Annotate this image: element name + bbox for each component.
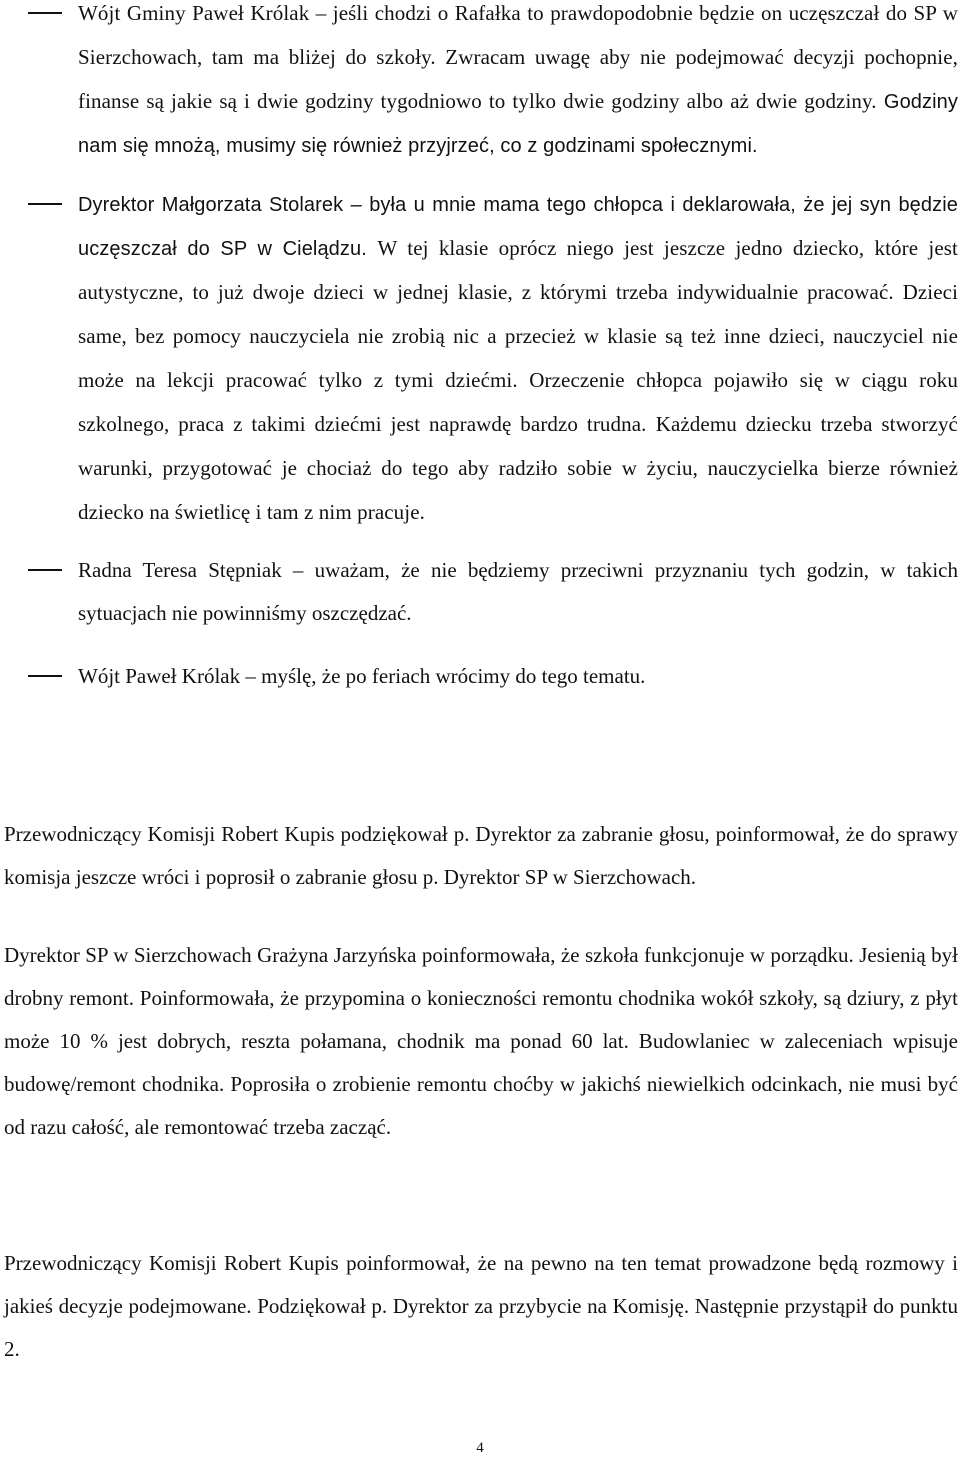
page-number: 4 <box>476 1440 484 1456</box>
bullet-item-radna-stepniak <box>0 549 960 635</box>
bullet-text <box>78 194 958 524</box>
bullet-text-part: Wójt Gminy Paweł Królak – jeśli chodzi o Rafałka to prawdopodobnie będzie on uczęszczał do SP w Sierzchowach, tam ma bliżej do szkoły. Zwracam uwagę aby nie podejmować decyzji pochopnie, finanse są jakie są i dwie godziny tygodniowo to tylko dwie godziny albo aż dwie godziny. <box>78 1 958 113</box>
bullet-text <box>78 3 958 157</box>
bullet-text: Wójt Paweł Królak – myślę, że po feriach wrócimy do tego tematu. <box>78 664 646 688</box>
paragraph-dyrektor-sierzchowy: Dyrektor SP w Sierzchowach Grażyna Jarzyńska poinformowała, że szkoła funkcjonuje w porządku. Jesienią był drobny remont. Poinformowała, że przypomina o konieczności remontu chodnika wokół szkoły, są dziury, z płyt może 10 % jest dobrych, reszta połamana, chodnik ma ponad 60 lat. Budowlaniec w zaleceniach wpisuje budowę/remont chodnika. Poprosiła o zrobienie remontu choćby w jakichś niewielkich odcinkach, nie musi być od razu całość, ale remontować trzeba zacząć. <box>4 943 958 1139</box>
bullet-text-part: Każdemu dziecku trzeba stworzyć warunki, przygotować je chociaż do tego aby radziło sobie w życiu, nauczycielka bierze również dziecko na świetlicę i tam z nim pracuje. <box>78 412 958 524</box>
bullet-item-wojt-gminy <box>0 0 960 168</box>
bullet-item-wojt-krolak <box>0 655 960 698</box>
paragraph-przewodniczacy-podziekowanie: Przewodniczący Komisji Robert Kupis podziękował p. Dyrektor za zabranie głosu, poinformował, że do sprawy komisja jeszcze wróci i poprosił o zabranie głosu p. Dyrektor SP w Sierzchowach. <box>4 822 958 889</box>
bullet-text: Radna Teresa Stępniak – uważam, że nie będziemy przeciwni przyznaniu tych godzin, w takich sytuacjach nie powinniśmy oszczędzać. <box>78 558 958 625</box>
dash-bullet-icon <box>28 203 62 205</box>
bullet-text-part: Dyrektor Małgorzata Stolarek – była u mnie mama tego chłopca i deklarowała, że jej syn będzie uczęszczał do SP w Cielądzu. <box>78 194 958 260</box>
dash-bullet-icon <box>28 12 62 14</box>
bullet-text-part: Godziny nam się mnożą, musimy się również przyjrzeć, co z godzinami społecznymi. <box>78 91 958 157</box>
bullet-text-part: W tej klasie oprócz niego jest jeszcze jedno dziecko, które jest autystyczne, to już dwoje dzieci w jednej klasie, z którymi trzeba indywidualnie pracować. Dzieci same, bez pomocy nauczyciela nie zrobią nic a przecież w klasie są też inne dzieci, nauczyciel nie może na lekcji pracować tylko z tymi dziećmi. Orzeczenie chłopca pojawiło się w ciągu roku szkolnego, praca z takimi dziećmi jest naprawdę bardzo trudna. <box>78 236 958 436</box>
dash-bullet-icon <box>28 675 62 677</box>
bullet-list <box>0 0 960 698</box>
paragraph-przewodniczacy-zakonczenie: Przewodniczący Komisji Robert Kupis poinformował, że na pewno na ten temat prowadzone będą rozmowy i jakieś decyzje podejmowane. Podziękował p. Dyrektor za przybycie na Komisję. Następnie przystąpił do punktu 2. <box>4 1251 958 1361</box>
bullet-item-dyrektor-stolarek <box>0 183 960 535</box>
dash-bullet-icon <box>28 569 62 571</box>
